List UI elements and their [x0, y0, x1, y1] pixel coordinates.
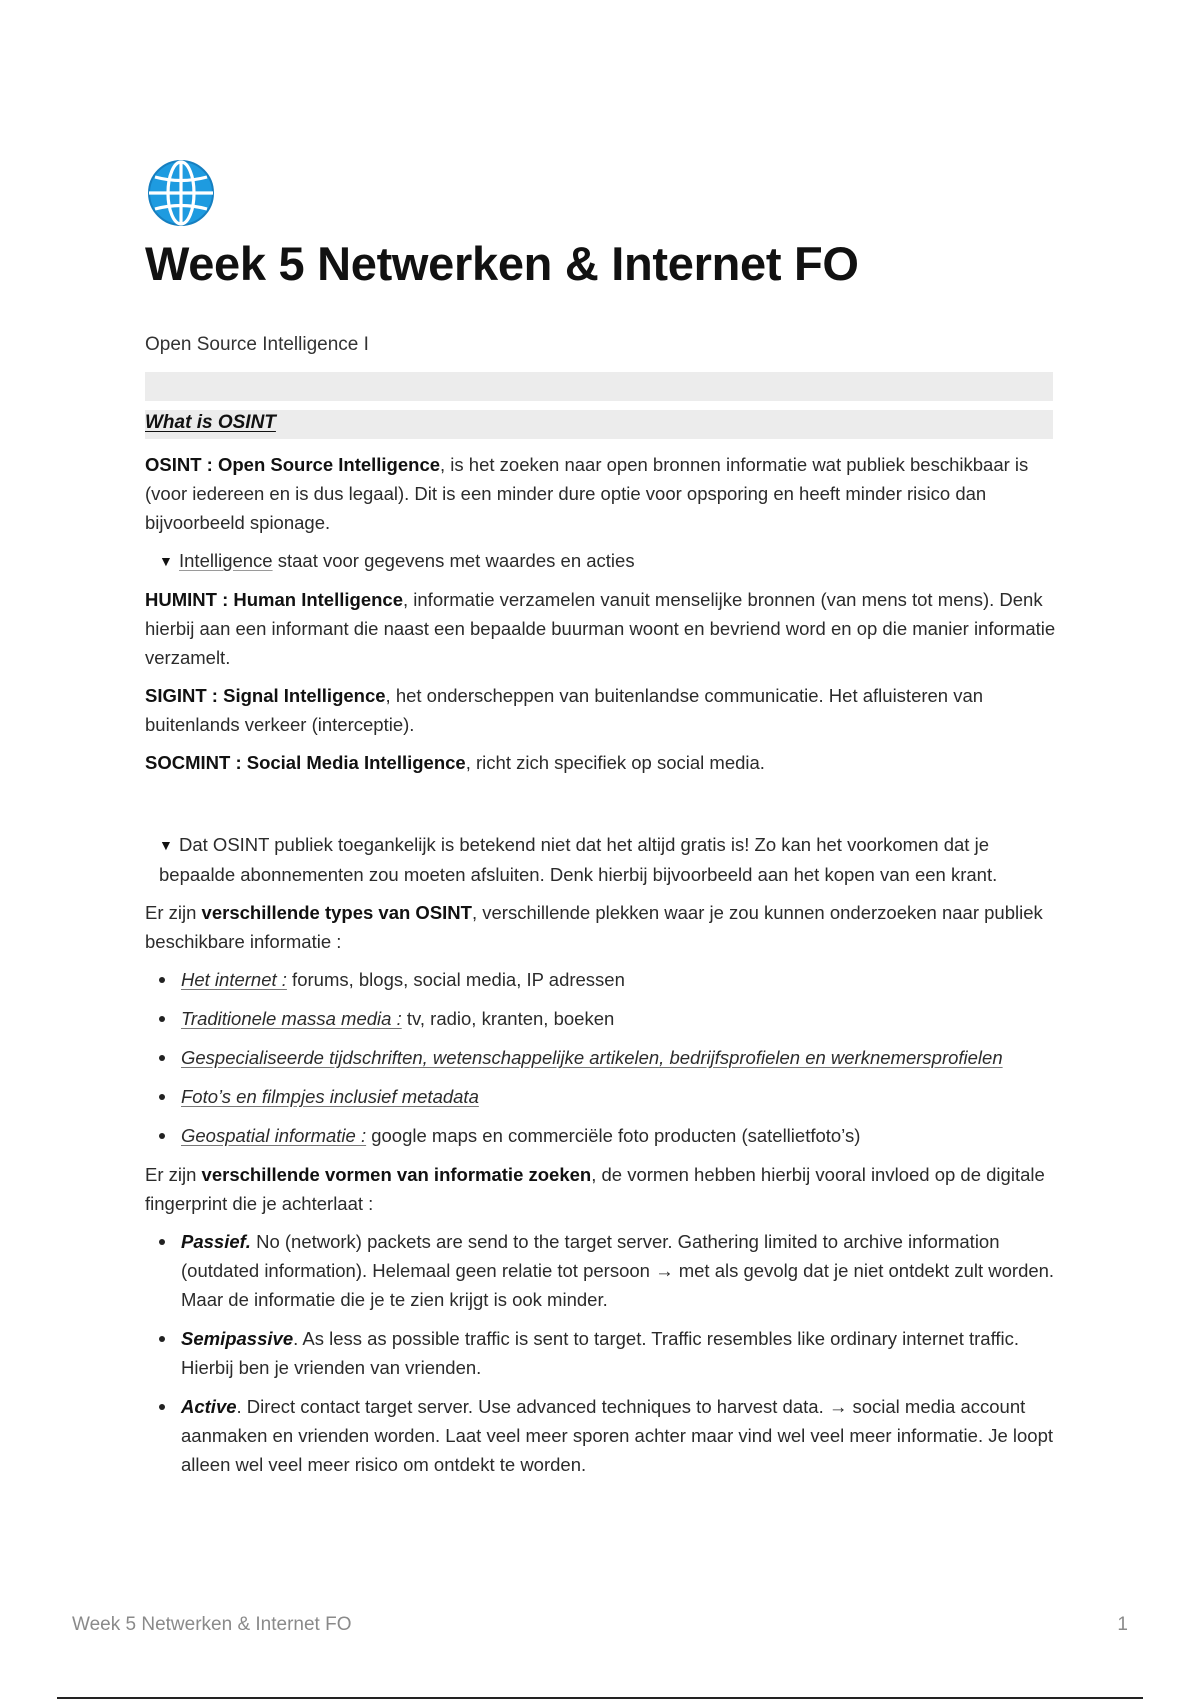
list-item-label[interactable]: Geospatial informatie : [181, 1125, 367, 1146]
osint-text: , is het zoeken naar open bronnen informatie wat publiek beschikbaar is (voor iedereen en is dus legaal). Dit is een minder dure optie voor opsporing en heeft minder risico dan bijvoorbeeld spionage. [145, 454, 1029, 533]
list-item-text: No (network) packets are send to the target server. Gathering limited to archive information (outdated information). Helemaal geen relatie tot persoon → met als gevolg dat je niet ontdekt zult worden. Maar de informatie die je te zien krijgt is ook minder. [181, 1231, 1055, 1310]
bullet-icon [159, 1055, 165, 1061]
osint-term: OSINT : Open Source Intelligence [145, 454, 441, 475]
list-item [145, 1082, 1057, 1111]
list-item-text: . As less as possible traffic is sent to target. Traffic resembles like ordinary internet traffic. Hierbij ben je vrienden van vrienden. [181, 1328, 1020, 1378]
socmint-term: SOCMINT : Social Media Intelligence [145, 752, 466, 773]
bullet-icon [159, 1133, 165, 1139]
list-item [145, 1227, 1057, 1314]
empty-heading-block [145, 372, 1053, 401]
sigint-paragraph [145, 681, 1057, 739]
osint-paragraph [145, 450, 1057, 537]
list-item [145, 965, 1057, 994]
sigint-term: SIGINT : Signal Intelligence [145, 685, 386, 706]
bullet-icon [159, 1016, 165, 1022]
list-item [145, 1043, 1057, 1072]
list-item [145, 1121, 1057, 1150]
footer-title: Week 5 Netwerken & Internet FO [72, 1614, 352, 1635]
page-subtitle: Open Source Intelligence I [145, 334, 369, 355]
footer-divider [57, 1697, 1143, 1699]
bullet-icon [159, 977, 165, 983]
forms-pre: Er zijn [145, 1164, 202, 1185]
page-title: Week 5 Netwerken & Internet FO [145, 237, 859, 290]
socmint-text: , richt zich specifiek op social media. [465, 752, 765, 773]
humint-text: , informatie verzamelen vanuit menselijke bronnen (van mens tot mens). Denk hierbij aan een informant die naast een bepaalde buurman woont en bevriend word en op die manier informatie verzamelt. [145, 589, 1056, 668]
forms-post: , de vormen hebben hierbij vooral invloed op de digitale fingerprint die je achterlaat : [145, 1164, 1045, 1214]
globe-icon [145, 157, 217, 229]
list-item-label[interactable]: Het internet : [181, 969, 287, 990]
list-item-text: . Direct contact target server. Use advanced techniques to harvest data. → social media account aanmaken en vrienden worden. Laat veel meer sporen achter maar vind wel veel meer informatie. Je loopt alleen wel veel meer risico om ontdekt te worden. [181, 1396, 1054, 1475]
list-item-text: forums, blogs, social media, IP adressen [286, 969, 625, 990]
bullet-icon [159, 1094, 165, 1100]
list-item [145, 1324, 1057, 1382]
humint-paragraph [145, 585, 1057, 672]
list-item-label[interactable]: Gespecialiseerde tijdschriften, wetenschappelijke artikelen, bedrijfsprofielen en werknemersprofielen [181, 1047, 1003, 1068]
toggle-triangle-icon[interactable]: ▼ [159, 837, 173, 853]
section-heading-block [145, 410, 1053, 439]
page-number: 1 [1117, 1614, 1128, 1635]
types-post: , verschillende plekken waar je zou kunnen onderzoeken naar publiek beschikbare informatie : [145, 902, 1043, 952]
toggle-intelligence-link[interactable]: Intelligence [179, 550, 273, 571]
toggle-triangle-icon[interactable]: ▼ [159, 553, 173, 569]
forms-bold: verschillende vormen van informatie zoeken [201, 1164, 592, 1185]
toggle-intelligence-text: staat voor gegevens met waardes en acties [272, 550, 635, 571]
toggle-osint-free-text: Dat OSINT publiek toegankelijk is betekend niet dat het altijd gratis is! Zo kan het voorkomen dat je bepaalde abonnementen zou moeten afsluiten. Denk hierbij bijvoorbeeld aan het kopen van een krant. [159, 834, 998, 885]
list-item-label: Active [181, 1396, 237, 1417]
bullet-icon [159, 1404, 165, 1410]
list-item [145, 1004, 1057, 1033]
sigint-text: , het onderscheppen van buitenlandse communicatie. Het afluisteren van buitenlands verkeer (interceptie). [145, 685, 984, 735]
humint-term: HUMINT : Human Intelligence [145, 589, 403, 610]
types-bold: verschillende types van OSINT [201, 902, 472, 923]
toggle-osint-free[interactable] [145, 830, 1057, 889]
list-item-label[interactable]: Traditionele massa media : [181, 1008, 402, 1029]
forms-list [145, 1227, 1057, 1479]
types-paragraph [145, 898, 1057, 956]
list-item-label: Semipassive [181, 1328, 294, 1349]
section-heading: What is OSINT [145, 412, 276, 433]
forms-paragraph [145, 1160, 1057, 1218]
types-list [145, 965, 1057, 1150]
list-item-label[interactable]: Foto’s en filmpjes inclusief metadata [181, 1086, 479, 1107]
spacer [145, 786, 1057, 830]
bullet-icon [159, 1239, 165, 1245]
types-pre: Er zijn [145, 902, 202, 923]
document-body [145, 450, 1057, 1489]
toggle-intelligence[interactable] [145, 546, 1057, 576]
bullet-icon [159, 1336, 165, 1342]
list-item-label: Passief. [181, 1231, 251, 1252]
list-item [145, 1392, 1057, 1479]
list-item-text: tv, radio, kranten, boeken [401, 1008, 615, 1029]
socmint-paragraph [145, 748, 1057, 777]
list-item-text: google maps en commerciële foto producten (satellietfoto’s) [366, 1125, 861, 1146]
